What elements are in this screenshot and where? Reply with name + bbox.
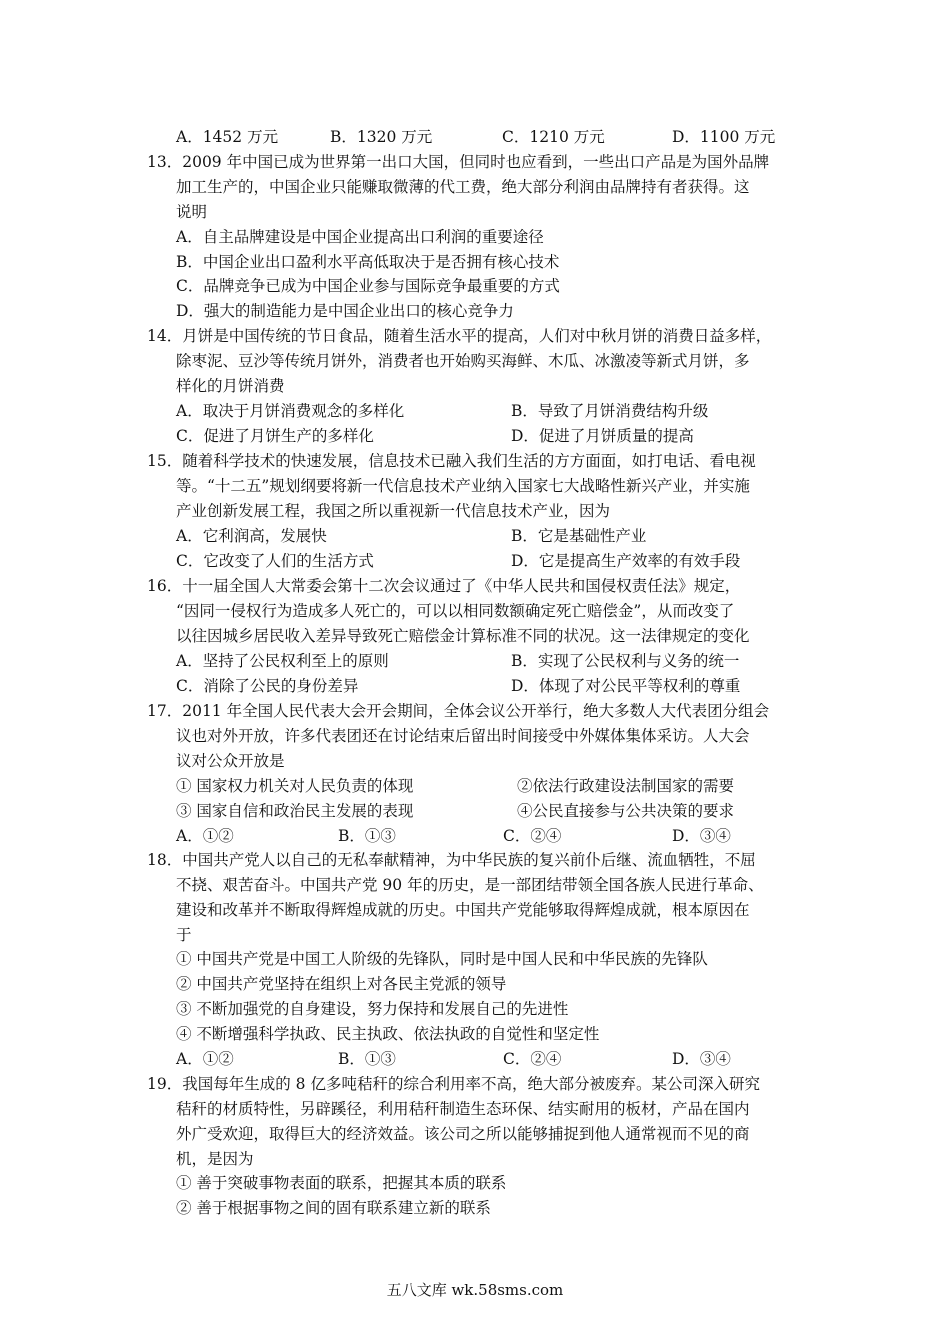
q13-option-c: C．品牌竞争已成为中国企业参与国际竞争最重要的方式	[176, 277, 560, 295]
q15-option-c: C．它改变了人们的生活方式	[176, 552, 374, 570]
q14-option-b: B．导致了月饼消费结构升级	[511, 402, 709, 420]
q17-option-a: A．①②	[176, 827, 234, 845]
footer-watermark: 五八文库 wk.58sms.com	[386, 1281, 564, 1299]
q19-stem-line: 秸秆的材质特性，另辟蹊径，利用秸秆制造生态环保、结实耐用的板材，产品在国内	[176, 1100, 750, 1118]
q18-option-a: A．①②	[176, 1050, 234, 1068]
q14-option-d: D．促进了月饼质量的提高	[511, 427, 694, 445]
q17-stem-line: 议也对外开放，许多代表团还在讨论结束后留出时间接受中外媒体集体采访。人大会	[176, 727, 750, 745]
q19-stem-line: 机，是因为	[176, 1150, 254, 1168]
q13-option-d: D．强大的制造能力是中国企业出口的核心竞争力	[176, 302, 514, 320]
q14-stem-line: 14．月饼是中国传统的节日食品，随着生活水平的提高，人们对中秋月饼的消费日益多样，	[147, 327, 772, 345]
q15-option-b: B．它是基础性产业	[511, 527, 647, 545]
q12-option-a: A．1452 万元	[176, 128, 279, 146]
q13-stem-line: 13．2009 年中国已成为世界第一出口大国，但同时也应看到，一些出口产品是为国外品牌	[147, 153, 770, 171]
q18-option-c: C．②④	[503, 1050, 562, 1068]
q18-stem-line: 于	[176, 926, 192, 944]
q19-stem-line: 外广受欢迎，取得巨大的经济效益。该公司之所以能够捕捉到他人通常视而不见的商	[176, 1125, 750, 1143]
q12-option-d: D．1100 万元	[672, 128, 776, 146]
q18-stem-line: 建设和改革并不断取得辉煌成就的历史。中国共产党能够取得辉煌成就，根本原因在	[176, 901, 750, 919]
q13-stem-line: 说明	[176, 203, 208, 221]
q18-item-1: ① 中国共产党是中国工人阶级的先锋队，同时是中国人民和中华民族的先锋队	[176, 950, 708, 968]
q17-stem-line: 议对公众开放是	[176, 752, 285, 770]
q13-option-b: B．中国企业出口盈利水平高低取决于是否拥有核心技术	[176, 253, 560, 271]
q16-option-c: C．消除了公民的身份差异	[176, 677, 359, 695]
q12-option-c: C．1210 万元	[502, 128, 605, 146]
q16-option-a: A．坚持了公民权利至上的原则	[176, 652, 389, 670]
q17-option-c: C．②④	[503, 827, 562, 845]
q16-stem-line: 16．十一届全国人大常委会第十二次会议通过了《中华人民共和国侵权责任法》规定，	[147, 577, 741, 595]
q12-option-b: B．1320 万元	[330, 128, 433, 146]
q17-option-d: D．③④	[672, 827, 731, 845]
q13-stem-line: 加工生产的，中国企业只能赚取微薄的代工费，绝大部分利润由品牌持有者获得。这	[176, 178, 750, 196]
q15-option-d: D．它是提高生产效率的有效手段	[511, 552, 741, 570]
q15-stem-line: 15．随着科学技术的快速发展，信息技术已融入我们生活的方方面面，如打电话、看电视	[147, 452, 756, 470]
q15-option-a: A．它利润高，发展快	[176, 527, 327, 545]
q19-stem-line: 19．我国每年生成的 8 亿多吨秸秆的综合利用率不高，绝大部分被废弃。某公司深入研究	[147, 1075, 760, 1093]
q17-item-3: ③ 国家自信和政治民主发展的表现	[176, 802, 414, 820]
q17-option-b: B．①③	[338, 827, 396, 845]
q18-option-b: B．①③	[338, 1050, 396, 1068]
q19-item-1: ① 善于突破事物表面的联系，把握其本质的联系	[176, 1174, 507, 1192]
q17-stem-line: 17．2011 年全国人民代表大会开会期间，全体会议公开举行，绝大多数人大代表团分组会	[147, 702, 770, 720]
q16-option-b: B．实现了公民权利与义务的统一	[511, 652, 740, 670]
q18-stem-line: 18．中国共产党人以自己的无私奉献精神，为中华民族的复兴前仆后继、流血牺牲，不屈	[147, 851, 756, 869]
q16-stem-line: 以往因城乡居民收入差异导致死亡赔偿金计算标准不同的状况。这一法律规定的变化	[176, 627, 750, 645]
q18-item-3: ③ 不断加强党的自身建设，努力保持和发展自己的先进性	[176, 1000, 569, 1018]
q14-option-a: A．取决于月饼消费观念的多样化	[176, 402, 405, 420]
q14-stem-line: 除枣泥、豆沙等传统月饼外，消费者也开始购买海鲜、木瓜、冰激凌等新式月饼，多	[176, 352, 750, 370]
q18-stem-line: 不挠、艰苦奋斗。中国共产党 90 年的历史，是一部团结带领全国各族人民进行革命、	[176, 876, 764, 894]
q14-option-c: C．促进了月饼生产的多样化	[176, 427, 374, 445]
q14-stem-line: 样化的月饼消费	[176, 377, 285, 395]
q17-item-1: ① 国家权力机关对人民负责的体现	[176, 777, 414, 795]
q18-item-2: ② 中国共产党坚持在组织上对各民主党派的领导	[176, 975, 507, 993]
q18-item-4: ④ 不断增强科学执政、民主执政、依法执政的自觉性和坚定性	[176, 1025, 600, 1043]
q16-stem-line: “因同一侵权行为造成多人死亡的，可以以相同数额确定死亡赔偿金”，从而改变了	[176, 602, 735, 620]
q15-stem-line: 产业创新发展工程，我国之所以重视新一代信息技术产业，因为	[176, 502, 611, 520]
q13-option-a: A．自主品牌建设是中国企业提高出口利润的重要途径	[176, 228, 544, 246]
q15-stem-line: 等。“十二五”规划纲要将新一代信息技术产业纳入国家七大战略性新兴产业，并实施	[176, 477, 750, 495]
q18-option-d: D．③④	[672, 1050, 731, 1068]
q17-item-4: ④公民直接参与公共决策的要求	[517, 802, 735, 820]
q19-item-2: ② 善于根据事物之间的固有联系建立新的联系	[176, 1199, 491, 1217]
q17-item-2: ②依法行政建设法制国家的需要	[517, 777, 735, 795]
q16-option-d: D．体现了对公民平等权利的尊重	[511, 677, 741, 695]
